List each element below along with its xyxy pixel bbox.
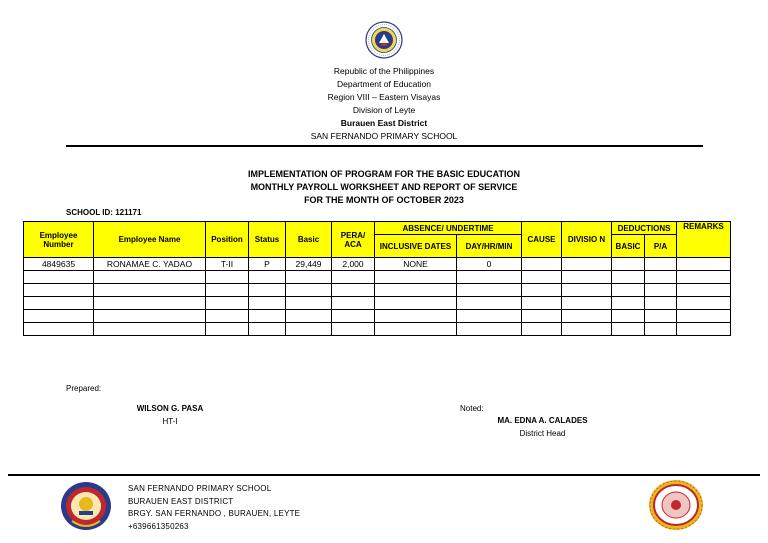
cell-deduction-basic [612,323,645,336]
cell-position [206,271,249,284]
cell-division [562,284,612,297]
header-pera-aca: PERA/ ACA [332,222,375,258]
cell-inclusive-dates: NONE [375,258,457,271]
cell-pera-aca [332,284,375,297]
cell-deduction-basic [612,271,645,284]
cell-day-hr-min [457,310,522,323]
cell-status [249,284,286,297]
header-school: SAN FERNANDO PRIMARY SCHOOL [310,131,458,141]
cell-remarks [677,323,731,336]
cell-day-hr-min [457,323,522,336]
noted-title: District Head [519,429,566,438]
cell-division [562,271,612,284]
table-row [24,258,731,271]
header-division: DIVISIO N [562,222,612,258]
cell-cause [522,271,562,284]
header-district: Burauen East District [340,118,428,128]
cell-deduction-basic [612,310,645,323]
prepared-name: WILSON G. PASA [136,404,204,413]
cell-day-hr-min [457,284,522,297]
cell-deduction-pa [645,323,677,336]
cell-basic [286,310,332,323]
cell-division [562,323,612,336]
cell-employee-name: RONAMAE C. YADAO [94,258,206,271]
cell-status: P [249,258,286,271]
cell-remarks [677,284,731,297]
cell-inclusive-dates [375,284,457,297]
header-absence-undertime: ABSENCE/ UNDERTIME [375,222,522,235]
cell-cause [522,323,562,336]
header-division: Division of Leyte [352,105,416,115]
cell-employee-number [24,284,94,297]
title-line-3: FOR THE MONTH OF OCTOBER 2023 [304,195,464,205]
cell-deduction-basic [612,297,645,310]
header-day-hr-min: DAY/HR/MIN [457,235,522,258]
header-cause: CAUSE [522,222,562,258]
cell-basic [286,297,332,310]
footer-school-name: SAN FERNANDO PRIMARY SCHOOL [128,484,272,493]
cell-employee-number [24,310,94,323]
cell-position [206,310,249,323]
header-deductions: DEDUCTIONS [612,222,677,235]
table-row [24,271,731,284]
header-remarks: REMARKS [677,222,731,258]
cell-remarks [677,297,731,310]
title-line-2: MONTHLY PAYROLL WORKSHEET AND REPORT OF SERVICE [250,182,518,192]
noted-label: Noted: [460,404,484,413]
cell-basic [286,271,332,284]
footer-district: BURAUEN EAST DISTRICT [128,496,234,506]
cell-division [562,297,612,310]
cell-inclusive-dates [375,297,457,310]
cell-division [562,310,612,323]
cell-day-hr-min [457,271,522,284]
cell-inclusive-dates [375,271,457,284]
cell-inclusive-dates [375,310,457,323]
cell-status [249,310,286,323]
footer-address [128,483,300,533]
prepared-title: HT-I [162,417,178,426]
deped-seal-logo [365,21,403,59]
cell-position: T-II [206,258,249,271]
header-department: Department of Education [336,79,432,89]
header-deduction-pa: P/A [645,235,677,258]
header-position: Position [206,222,249,258]
cell-deduction-pa [645,284,677,297]
cell-cause [522,258,562,271]
cell-employee-name [94,323,206,336]
table-row [24,323,731,336]
footer-barangay: BRGY. SAN FERNANDO , BURAUEN, LEYTE [128,509,301,518]
header-inclusive-dates: INCLUSIVE DATES [375,235,457,258]
noted-name: MA. EDNA A. CALADES [497,416,588,425]
cell-basic [286,284,332,297]
cell-employee-number: 4849635 [24,258,94,271]
footer-phone: +639661350263 [128,521,189,531]
cell-remarks [677,271,731,284]
table-row [24,297,731,310]
report-title [0,168,768,207]
cell-day-hr-min: 0 [457,258,522,271]
table-row [24,310,731,323]
cell-basic: 29,449 [286,258,332,271]
cell-inclusive-dates [375,323,457,336]
cell-pera-aca [332,271,375,284]
cell-basic [286,323,332,336]
school-id: SCHOOL ID: 121171 [66,208,142,217]
footer-divider [8,474,760,476]
cell-cause [522,297,562,310]
title-line-1: IMPLEMENTATION OF PROGRAM FOR THE BASIC EDUCATION [248,169,520,179]
cell-deduction-pa [645,271,677,284]
cell-pera-aca [332,323,375,336]
cell-deduction-basic [612,258,645,271]
cell-pera-aca [332,297,375,310]
header-republic: Republic of the Philippines [333,66,435,76]
header-status: Status [249,222,286,258]
cell-employee-name [94,284,206,297]
cell-remarks [677,310,731,323]
cell-position [206,297,249,310]
cell-deduction-basic [612,284,645,297]
cell-employee-number [24,323,94,336]
cell-employee-name [94,310,206,323]
cell-division [562,258,612,271]
cell-pera-aca [332,310,375,323]
header-employee-name: Employee Name [94,222,206,258]
cell-cause [522,310,562,323]
header-employee-number: Employee Number [24,222,94,258]
cell-status [249,271,286,284]
header-divider [66,145,703,147]
payroll-table [23,221,731,336]
district-logo [648,479,704,531]
cell-employee-name [94,297,206,310]
prepared-label: Prepared: [66,384,102,393]
cell-pera-aca: 2,000 [332,258,375,271]
cell-status [249,297,286,310]
header-basic: Basic [286,222,332,258]
school-logo [60,481,112,531]
cell-position [206,323,249,336]
header-region: Region VIII – Eastern Visayas [327,92,441,102]
header-deduction-basic: BASIC [612,235,645,258]
cell-cause [522,284,562,297]
cell-position [206,284,249,297]
cell-deduction-pa [645,258,677,271]
cell-status [249,323,286,336]
cell-deduction-pa [645,310,677,323]
cell-employee-name [94,271,206,284]
cell-remarks [677,258,731,271]
cell-deduction-pa [645,297,677,310]
cell-employee-number [24,297,94,310]
cell-employee-number [24,271,94,284]
table-row [24,284,731,297]
cell-day-hr-min [457,297,522,310]
